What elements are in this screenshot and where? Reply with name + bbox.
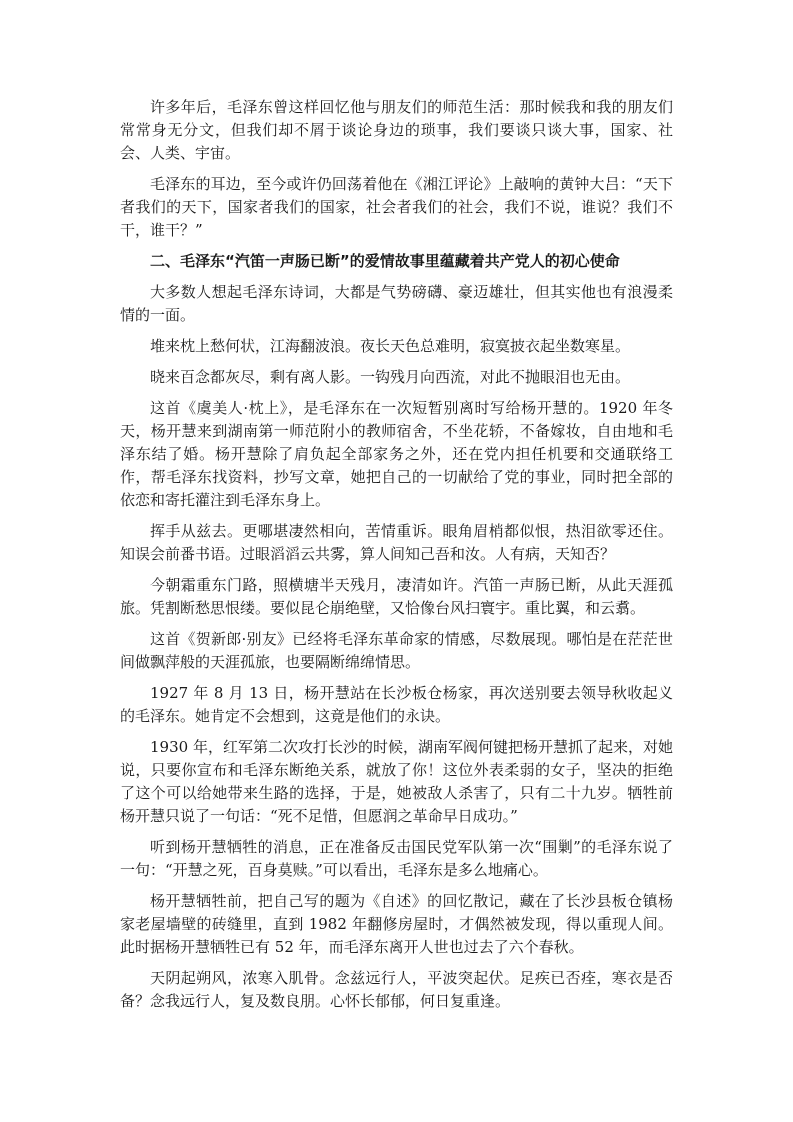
paragraph-7: 1930 年，红军第二次攻打长沙的时候，湖南军阀何键把杨开慧抓了起来，对她说，只要你宣布和毛泽东断绝关系，就放了你！这位外表柔弱的女子，坚决的拒绝了这个可以给她带来生路的选择，于是，她被敌人杀害了，只有二十九岁。牺牲前杨开慧只说了一句话：“死不足惜，但愿润之革命早日成功。” [120,738,673,825]
paragraph-3: 大多数人想起毛泽东诗词，大都是气势磅礴、豪迈雄壮，但其实他也有浪漫柔情的一面。 [120,283,673,324]
paragraph-8: 听到杨开慧牺牲的消息，正在准备反击国民党军队第一次“围剿”的毛泽东说了一句：“开慧之死，百身莫赎。”可以看出，毛泽东是多么地痛心。 [120,838,673,879]
paragraph-6: 1927 年 8 月 13 日，杨开慧站在长沙板仓杨家，再次送别要去领导秋收起义的毛泽东。她肯定不会想到，这竟是他们的永诀。 [120,684,673,725]
poem-line-2: 晓来百念都灰尽，剩有离人影。一钩残月向西流，对此不抛眼泪也无由。 [150,368,631,386]
paragraph-1: 许多年后，毛泽东曾这样回忆他与朋友们的师范生活：那时候我和我的朋友们常常身无分文，但我们却不屑于谈论身边的琐事，我们要谈只谈大事，国家、社会、人类、宇宙。 [120,98,673,162]
paragraph-9: 杨开慧牺牲前，把自己写的题为《自述》的回忆散记，藏在了长沙县板仓镇杨家老屋墙壁的砖缝里，直到 1982 年翻修房屋时，才偶然被发现，得以重现人间。此时据杨开慧牺牲已有 52 年，而毛泽东离开人世也过去了六个春秋。 [120,892,673,956]
section-heading: 二、毛泽东“汽笛一声肠已断”的爱情故事里蕴藏着共产党人的初心使命 [150,252,620,270]
poem-closing: 天阴起朔风，浓寒入肌骨。念兹远行人，平波突起伏。足疾已否痊，寒衣是否备？念我远行人，复及数良朋。心怀长郁郁，何日复重逢。 [120,969,673,1010]
paragraph-5: 这首《贺新郎·别友》已经将毛泽东革命家的情感，尽数展现。哪怕是在茫茫世间做飘萍般的天涯孤旅，也要隔断绵绵情思。 [120,630,673,671]
poem-stanza-1: 挥手从兹去。更哪堪凄然相向，苦情重诉。眼角眉梢都似恨，热泪欲零还住。知误会前番书语。过眼滔滔云共雾，算人间知己吾和汝。人有病，天知否？ [120,522,673,563]
poem-line-1: 堆来枕上愁何状，江海翻波浪。夜长天色总难明，寂寞披衣起坐数寒星。 [150,337,631,355]
document-page [120,96,673,1021]
poem-stanza-2: 今朝霜重东门路，照横塘半天残月，凄清如许。汽笛一声肠已断，从此天涯孤旅。凭割断愁思恨缕。要似昆仑崩绝壁，又恰像台风扫寰宇。重比翼，和云翥。 [120,576,673,617]
paragraph-2: 毛泽东的耳边，至今或许仍回荡着他在《湘江评论》上敲响的黄钟大吕：“天下者我们的天下，国家者我们的国家，社会者我们的社会，我们不说，谁说？我们不干，谁干？” [120,175,673,239]
paragraph-4: 这首《虞美人·枕上》，是毛泽东在一次短暂别离时写给杨开慧的。1920 年冬天，杨开慧来到湖南第一师范附小的教师宿舍，不坐花轿，不备嫁妆，自由地和毛泽东结了婚。杨开慧除了肩负起全部家务之外，还在党内担任机要和交通联络工作，帮毛泽东找资料，抄写文章，她把自己的一切献给了党的事业，同时把全部的依恋和寄托灌注到毛泽东身上。 [120,399,673,509]
